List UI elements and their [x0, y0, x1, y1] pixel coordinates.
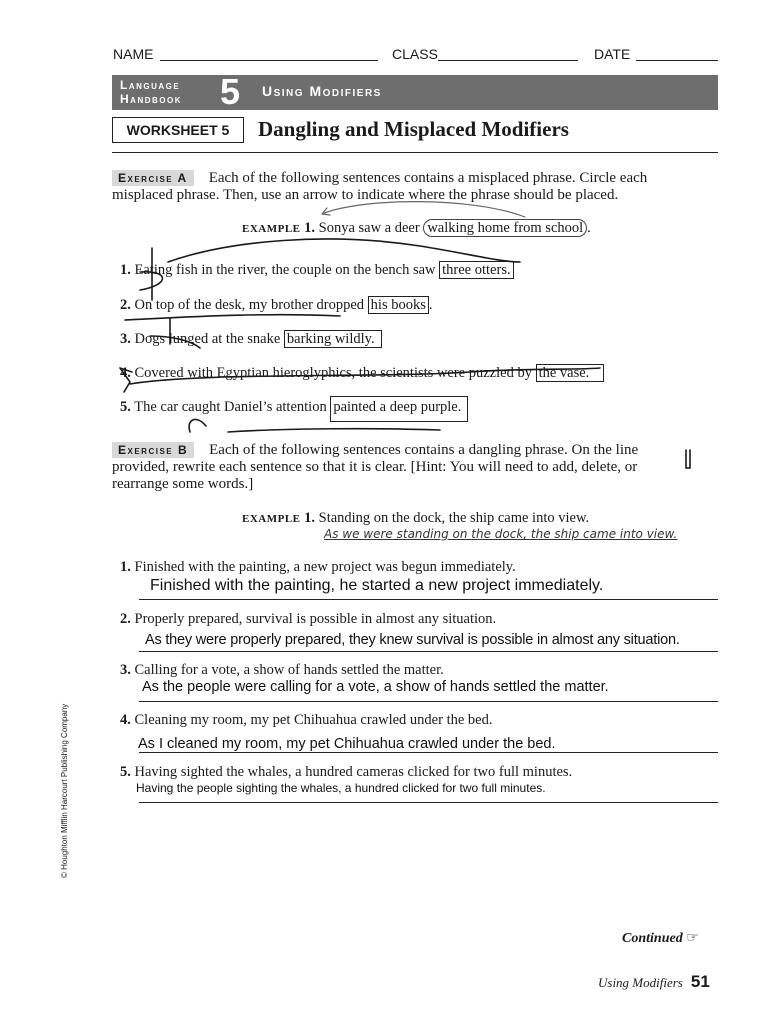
pointing-hand-icon: ☞: [686, 930, 699, 946]
boxed-phrase: barking wildly.: [284, 330, 382, 348]
boxed-phrase: three otters.: [439, 261, 513, 279]
item-sentence: Cleaning my room, my pet Chihuahua crawled under the bed.: [134, 712, 493, 728]
date-label: DATE: [594, 46, 631, 62]
example-pre: Sonya saw a deer: [318, 220, 420, 236]
item-post: .: [428, 297, 433, 313]
exercise-b-instr-3: rearrange some words.]: [112, 476, 254, 492]
banner-line1: Language: [120, 78, 181, 92]
example-sentence: Standing on the dock, the ship came into view.: [318, 510, 590, 526]
boxed-phrase: his books: [368, 296, 429, 314]
example-arrow: [322, 202, 525, 217]
exercise-b-item-4: [120, 712, 492, 729]
example-circled-phrase: walking home from school: [423, 219, 587, 237]
item-sentence: Properly prepared, survival is possible in almost any situation.: [134, 611, 497, 627]
item-num: 5.: [120, 764, 131, 780]
running-title: Using Modifiers: [598, 975, 683, 990]
example-answer: As we were standing on the dock, the ship came into view.: [324, 527, 678, 541]
item-text: Covered with Egyptian hieroglyphics, the scientists were puzzled by: [134, 365, 536, 381]
exercise-b-item-1: [120, 559, 516, 576]
exercise-b-item-3: [120, 662, 444, 679]
answer-1[interactable]: Finished with the painting, he started a new project immediately.: [150, 577, 604, 594]
item-num: 2.: [120, 611, 131, 627]
boxed-phrase: the vase.: [536, 364, 605, 382]
item-text: The car caught Daniel’s attention: [134, 399, 331, 415]
answer-line-2: [139, 651, 718, 652]
item-num: 4.: [120, 365, 131, 381]
exercise-a-instr-2: misplaced phrase. Then, use an arrow to indicate where the phrase should be placed.: [112, 187, 619, 203]
item-num: 3.: [120, 662, 131, 678]
copyright-notice: © Houghton Mifflin Harcourt Publishing Company: [60, 703, 69, 878]
example-post: .: [587, 220, 591, 236]
page-footer: [598, 972, 710, 992]
boxed-phrase: painted a deep purple.: [330, 396, 468, 422]
example-label: EXAMPLE: [242, 513, 301, 525]
page-number: 51: [690, 972, 710, 991]
item-num: 5.: [120, 399, 131, 415]
exercise-b-tag: Exercise B: [112, 442, 194, 458]
item-sentence: Calling for a vote, a show of hands settled the matter.: [134, 662, 444, 678]
stroke-item4-a: [120, 368, 132, 392]
example-num: 1.: [304, 510, 315, 526]
exercise-b-instructions: [112, 442, 724, 493]
stroke-item2: [125, 315, 340, 320]
answer-line-1: [139, 599, 718, 600]
exercise-b-item-2: [120, 611, 496, 628]
chapter-number: 5: [220, 71, 241, 112]
example-label: EXAMPLE: [242, 223, 301, 235]
exercise-a-tag: Exercise A: [112, 170, 194, 186]
answer-3[interactable]: As the people were calling for a vote, a show of hands settled the matter.: [142, 679, 609, 695]
item-text: Eating fish in the river, the couple on the bench saw: [134, 262, 440, 278]
answer-5[interactable]: Having the people sighting the whales, a hundred clicked for two full minutes.: [136, 781, 546, 795]
worksheet-label: WORKSHEET 5: [112, 117, 244, 143]
stroke-item1-b: [168, 239, 520, 262]
answer-4[interactable]: As I cleaned my room, my pet Chihuahua crawled under the bed.: [138, 736, 556, 752]
item-sentence: Finished with the painting, a new project was begun immediately.: [134, 559, 516, 575]
item-sentence: Having sighted the whales, a hundred cameras clicked for two full minutes.: [134, 764, 573, 780]
exercise-b-instr-2: provided, rewrite each sentence so that it is clear. [Hint: You will need to add, delete, or: [112, 459, 638, 475]
example-num: 1.: [304, 220, 315, 236]
exercise-b-example: [242, 510, 589, 527]
item-num: 1.: [120, 559, 131, 575]
exercise-b-item-5: [120, 764, 572, 781]
exercise-a-instr-1: Each of the following sentences contains a misplaced phrase. Circle each: [208, 170, 648, 186]
item-num: 2.: [120, 297, 131, 313]
worksheet-title: Dangling and Misplaced Modifiers: [258, 117, 569, 141]
answer-2[interactable]: As they were properly prepared, they knew survival is possible in almost any situation.: [145, 632, 680, 648]
stroke-item3-b: [150, 336, 200, 348]
item-num: 4.: [120, 712, 131, 728]
stroke-item4-b: [130, 368, 600, 384]
item-num: 1.: [120, 262, 131, 278]
exercise-b-instr-1: Each of the following sentences contains a dangling phrase. On the line: [209, 442, 639, 458]
banner-line2: Handbook: [120, 92, 182, 106]
chapter-title: Using Modifiers: [262, 83, 382, 99]
answer-line-5: [139, 802, 718, 803]
continued-note: [622, 930, 699, 947]
name-label: NAME: [113, 46, 154, 62]
item-text: Dogs lunged at the snake: [134, 331, 284, 347]
continued-label: Continued: [622, 931, 683, 946]
answer-line-4: [139, 752, 718, 753]
stroke-item5: [189, 419, 440, 432]
answer-line-3: [139, 701, 718, 702]
class-label: CLASS: [392, 46, 438, 62]
item-num: 3.: [120, 331, 131, 347]
item-text: On top of the desk, my brother dropped: [134, 297, 368, 313]
